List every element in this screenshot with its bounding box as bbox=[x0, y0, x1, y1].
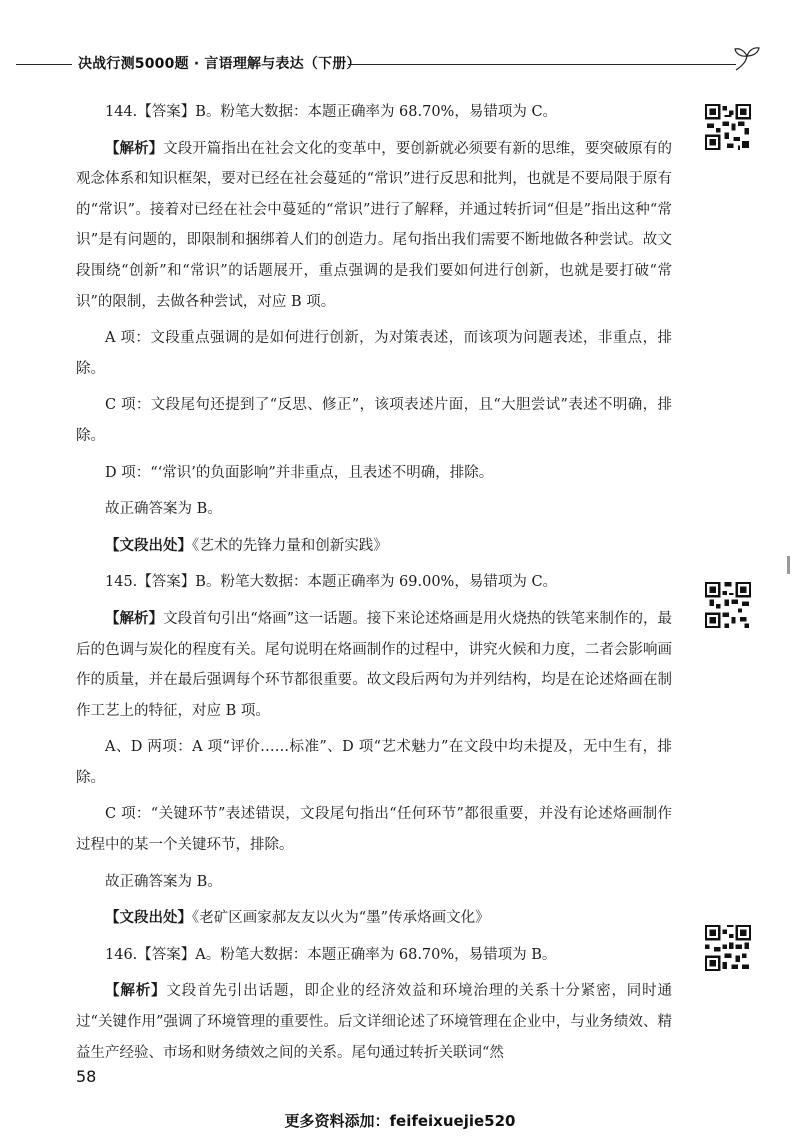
footer-note: 更多资料添加：feifeixuejie520 bbox=[284, 1112, 516, 1130]
paragraph-q145-analysis bbox=[76, 604, 672, 726]
para-tag: 【文段出处】 bbox=[105, 909, 192, 927]
paragraph-q144-option-a bbox=[76, 323, 672, 384]
para-tag: 【解析】 bbox=[105, 139, 164, 157]
para-tag: 【解析】 bbox=[105, 609, 164, 627]
para-text: 文段首先引出话题，即企业的经济效益和环境治理的关系十分紧密，同时通过“关键作用”强调了环境管理的重要性。后文详细论述了环境管理在企业中，与业务绩效、精益生产经验、市场和财务绩效之间的关系。尾句通过转折关联词“然 bbox=[76, 983, 672, 1061]
para-text: C 项：“关键环节”表述错误，文段尾句指出“任何环节”都很重要，并没有论述烙画制作过程中的某一个关键环节，排除。 bbox=[76, 806, 672, 854]
paragraph-q146-analysis bbox=[76, 976, 672, 1068]
scan-edge-mark bbox=[787, 556, 790, 574]
para-text: 146.【答案】A。粉笔大数据：本题正确率为 68.70%，易错项为 B。 bbox=[105, 946, 557, 963]
paragraph-q144-conclusion bbox=[76, 494, 672, 525]
paragraph-q146-answer bbox=[76, 940, 672, 971]
paragraph-q144-option-d bbox=[76, 458, 672, 489]
para-text: D 项：“‘常识’的负面影响”并非重点，且表述不明确，排除。 bbox=[105, 464, 494, 481]
para-text: 《老矿区画家郝友友以火为“墨”传承烙画文化》 bbox=[192, 910, 490, 927]
para-text: A、D 两项：A 项“评价……标准”、D 项“艺术魅力”在文段中均未提及，无中生有，排除。 bbox=[76, 739, 672, 786]
para-text: 145.【答案】B。粉笔大数据：本题正确率为 69.00%，易错项为 C。 bbox=[105, 574, 558, 591]
sprout-leaf-icon bbox=[732, 42, 762, 72]
header-rule-right bbox=[348, 64, 736, 65]
paragraph-q145-answer bbox=[76, 567, 672, 598]
paragraph-q145-option-c bbox=[76, 799, 672, 860]
qr-code-q145-icon[interactable] bbox=[705, 582, 751, 628]
qr-code-q146-icon[interactable] bbox=[705, 925, 751, 971]
para-text: 文段首句引出“烙画”这一话题。接下来论述烙画是用火烧热的铁笔来制作的，最后的色调与炭化的程度有关。尾句说明在烙画制作的过程中，讲究火候和力度，二者会影响画作的质量，并在最后强调每个环节都很重要。故文段后两句为并列结构，均是在论述烙画在制作工艺上的特征，对应 B 项。 bbox=[76, 610, 672, 719]
paragraph-q145-conclusion bbox=[76, 867, 672, 898]
para-text: 144.【答案】B。粉笔大数据：本题正确率为 68.70%，易错项为 C。 bbox=[105, 104, 558, 120]
header-title: 决战行测5000题 · 言语理解与表达（下册） bbox=[78, 56, 361, 72]
para-text: 故正确答案为 B。 bbox=[105, 873, 222, 890]
para-tag: 【文段出处】 bbox=[105, 536, 192, 554]
paragraph-q144-analysis bbox=[76, 134, 672, 318]
paragraph-q145-source bbox=[76, 903, 672, 934]
paragraph-q144-answer bbox=[76, 97, 672, 128]
running-header bbox=[0, 42, 800, 82]
answer-explanations bbox=[76, 97, 672, 1074]
header-rule-left bbox=[16, 64, 72, 65]
paragraph-q144-source bbox=[76, 531, 672, 562]
paragraph-q144-option-c bbox=[76, 390, 672, 451]
para-text: A 项：文段重点强调的是如何进行创新，为对策表述，而该项为问题表述，非重点，排除。 bbox=[76, 330, 672, 377]
para-text: 《艺术的先锋力量和创新实践》 bbox=[192, 537, 388, 554]
page-number: 58 bbox=[76, 1067, 97, 1086]
para-text: 文段开篇指出在社会文化的变革中，要创新就必须要有新的思维，要突破原有的观念体系和知识框架，要对已经在社会蔓延的“常识”进行反思和批判，也就是不要局限于原有的“常识”。接着对已经在社会中蔓延的“常识”进行了解释，并通过转折词“但是”指出这种“常识”是有问题的，即限制和捆绑着人们的创造力。尾句指出我们需要不断地做各种尝试。故文段围绕“创新”和“常识”的话题展开，重点强调的是我们要如何进行创新，也就是要打破“常识”的限制，去做各种尝试，对应 B 项。 bbox=[76, 140, 673, 310]
paragraph-q145-option-ad bbox=[76, 732, 672, 793]
qr-code-q144-icon[interactable] bbox=[705, 104, 751, 150]
para-text: C 项：文段尾句还提到了“反思、修正”，该项表述片面，且“大胆尝试”表述不明确，排除。 bbox=[76, 397, 672, 444]
para-tag: 【解析】 bbox=[105, 982, 167, 1000]
para-text: 故正确答案为 B。 bbox=[105, 501, 222, 518]
